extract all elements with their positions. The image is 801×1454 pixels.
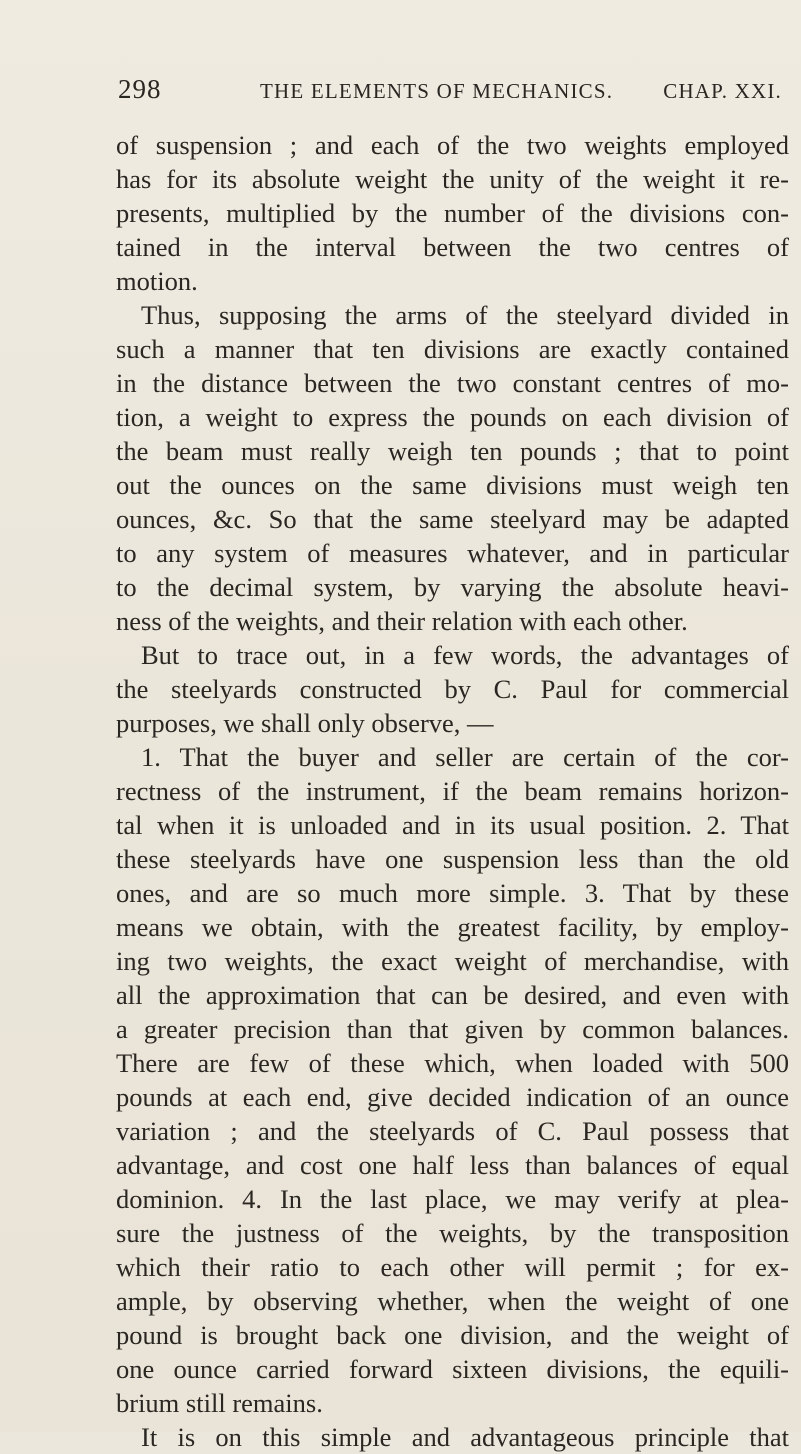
text-line: pound is brought back one division, and the weight of: [116, 1320, 789, 1350]
text-line: dominion. 4. In the last place, we may verify at plea-: [116, 1184, 789, 1214]
text-line: such a manner that ten divisions are exactly contained: [116, 334, 789, 364]
text-line: But to trace out, in a few words, the advantages of: [141, 640, 789, 670]
text-line: purposes, we shall only observe, —: [116, 708, 494, 738]
text-line: There are few of these which, when loaded with 500: [116, 1048, 789, 1078]
text-line: advantage, and cost one half less than balances of equal: [116, 1150, 789, 1180]
text-line: a greater precision than that given by common balances.: [116, 1014, 789, 1044]
body-text: [116, 128, 789, 1454]
text-line: tal when it is unloaded and in its usual position. 2. That: [116, 810, 789, 840]
text-line: ample, by observing whether, when the weight of one: [116, 1286, 789, 1316]
text-line: tion, a weight to express the pounds on each division of: [116, 402, 789, 432]
text-line: has for its absolute weight the unity of the weight it re-: [116, 164, 789, 194]
text-line: out the ounces on the same divisions must weigh ten: [116, 470, 789, 500]
text-line: 1. That the buyer and seller are certain of the cor-: [141, 742, 789, 772]
page-header: [118, 74, 790, 114]
text-line: variation ; and the steelyards of C. Paul possess that: [116, 1116, 789, 1146]
text-line: of suspension ; and each of the two weights employed: [116, 130, 789, 160]
text-line: ounces, &c. So that the same steelyard may be adapted: [116, 504, 789, 534]
text-line: these steelyards have one suspension less than the old: [116, 844, 789, 874]
text-line: tained in the interval between the two centres of: [116, 232, 789, 262]
text-line: ones, and are so much more simple. 3. That by these: [116, 878, 789, 908]
text-line: presents, multiplied by the number of the divisions con-: [116, 198, 789, 228]
text-line: brium still remains.: [116, 1388, 323, 1418]
page-number: 298: [118, 74, 162, 104]
text-line: ing two weights, the exact weight of merchandise, with: [116, 946, 789, 976]
text-line: one ounce carried forward sixteen divisions, the equili-: [116, 1354, 789, 1384]
text-line: means we obtain, with the greatest facility, by employ-: [116, 912, 789, 942]
text-line: Thus, supposing the arms of the steelyard divided in: [141, 300, 789, 330]
text-line: It is on this simple and advantageous principle that: [141, 1422, 789, 1452]
text-line: to any system of measures whatever, and in particular: [116, 538, 789, 568]
text-line: all the approximation that can be desired, and even with: [116, 980, 789, 1010]
text-line: the beam must really weigh ten pounds ; that to point: [116, 436, 789, 466]
running-title: THE ELEMENTS OF MECHANICS.: [260, 79, 614, 103]
text-line: which their ratio to each other will permit ; for ex-: [116, 1252, 789, 1282]
text-line: rectness of the instrument, if the beam remains horizon-: [116, 776, 789, 806]
text-line: motion.: [116, 266, 198, 296]
text-line: in the distance between the two constant centres of mo-: [116, 368, 789, 398]
text-line: to the decimal system, by varying the absolute heavi-: [116, 572, 789, 602]
text-line: ness of the weights, and their relation with each other.: [116, 606, 688, 636]
text-line: sure the justness of the weights, by the transposition: [116, 1218, 789, 1248]
text-line: the steelyards constructed by C. Paul for commercial: [116, 674, 789, 704]
chapter-reference: CHAP. XXI.: [663, 79, 782, 103]
text-line: pounds at each end, give decided indication of an ounce: [116, 1082, 789, 1112]
